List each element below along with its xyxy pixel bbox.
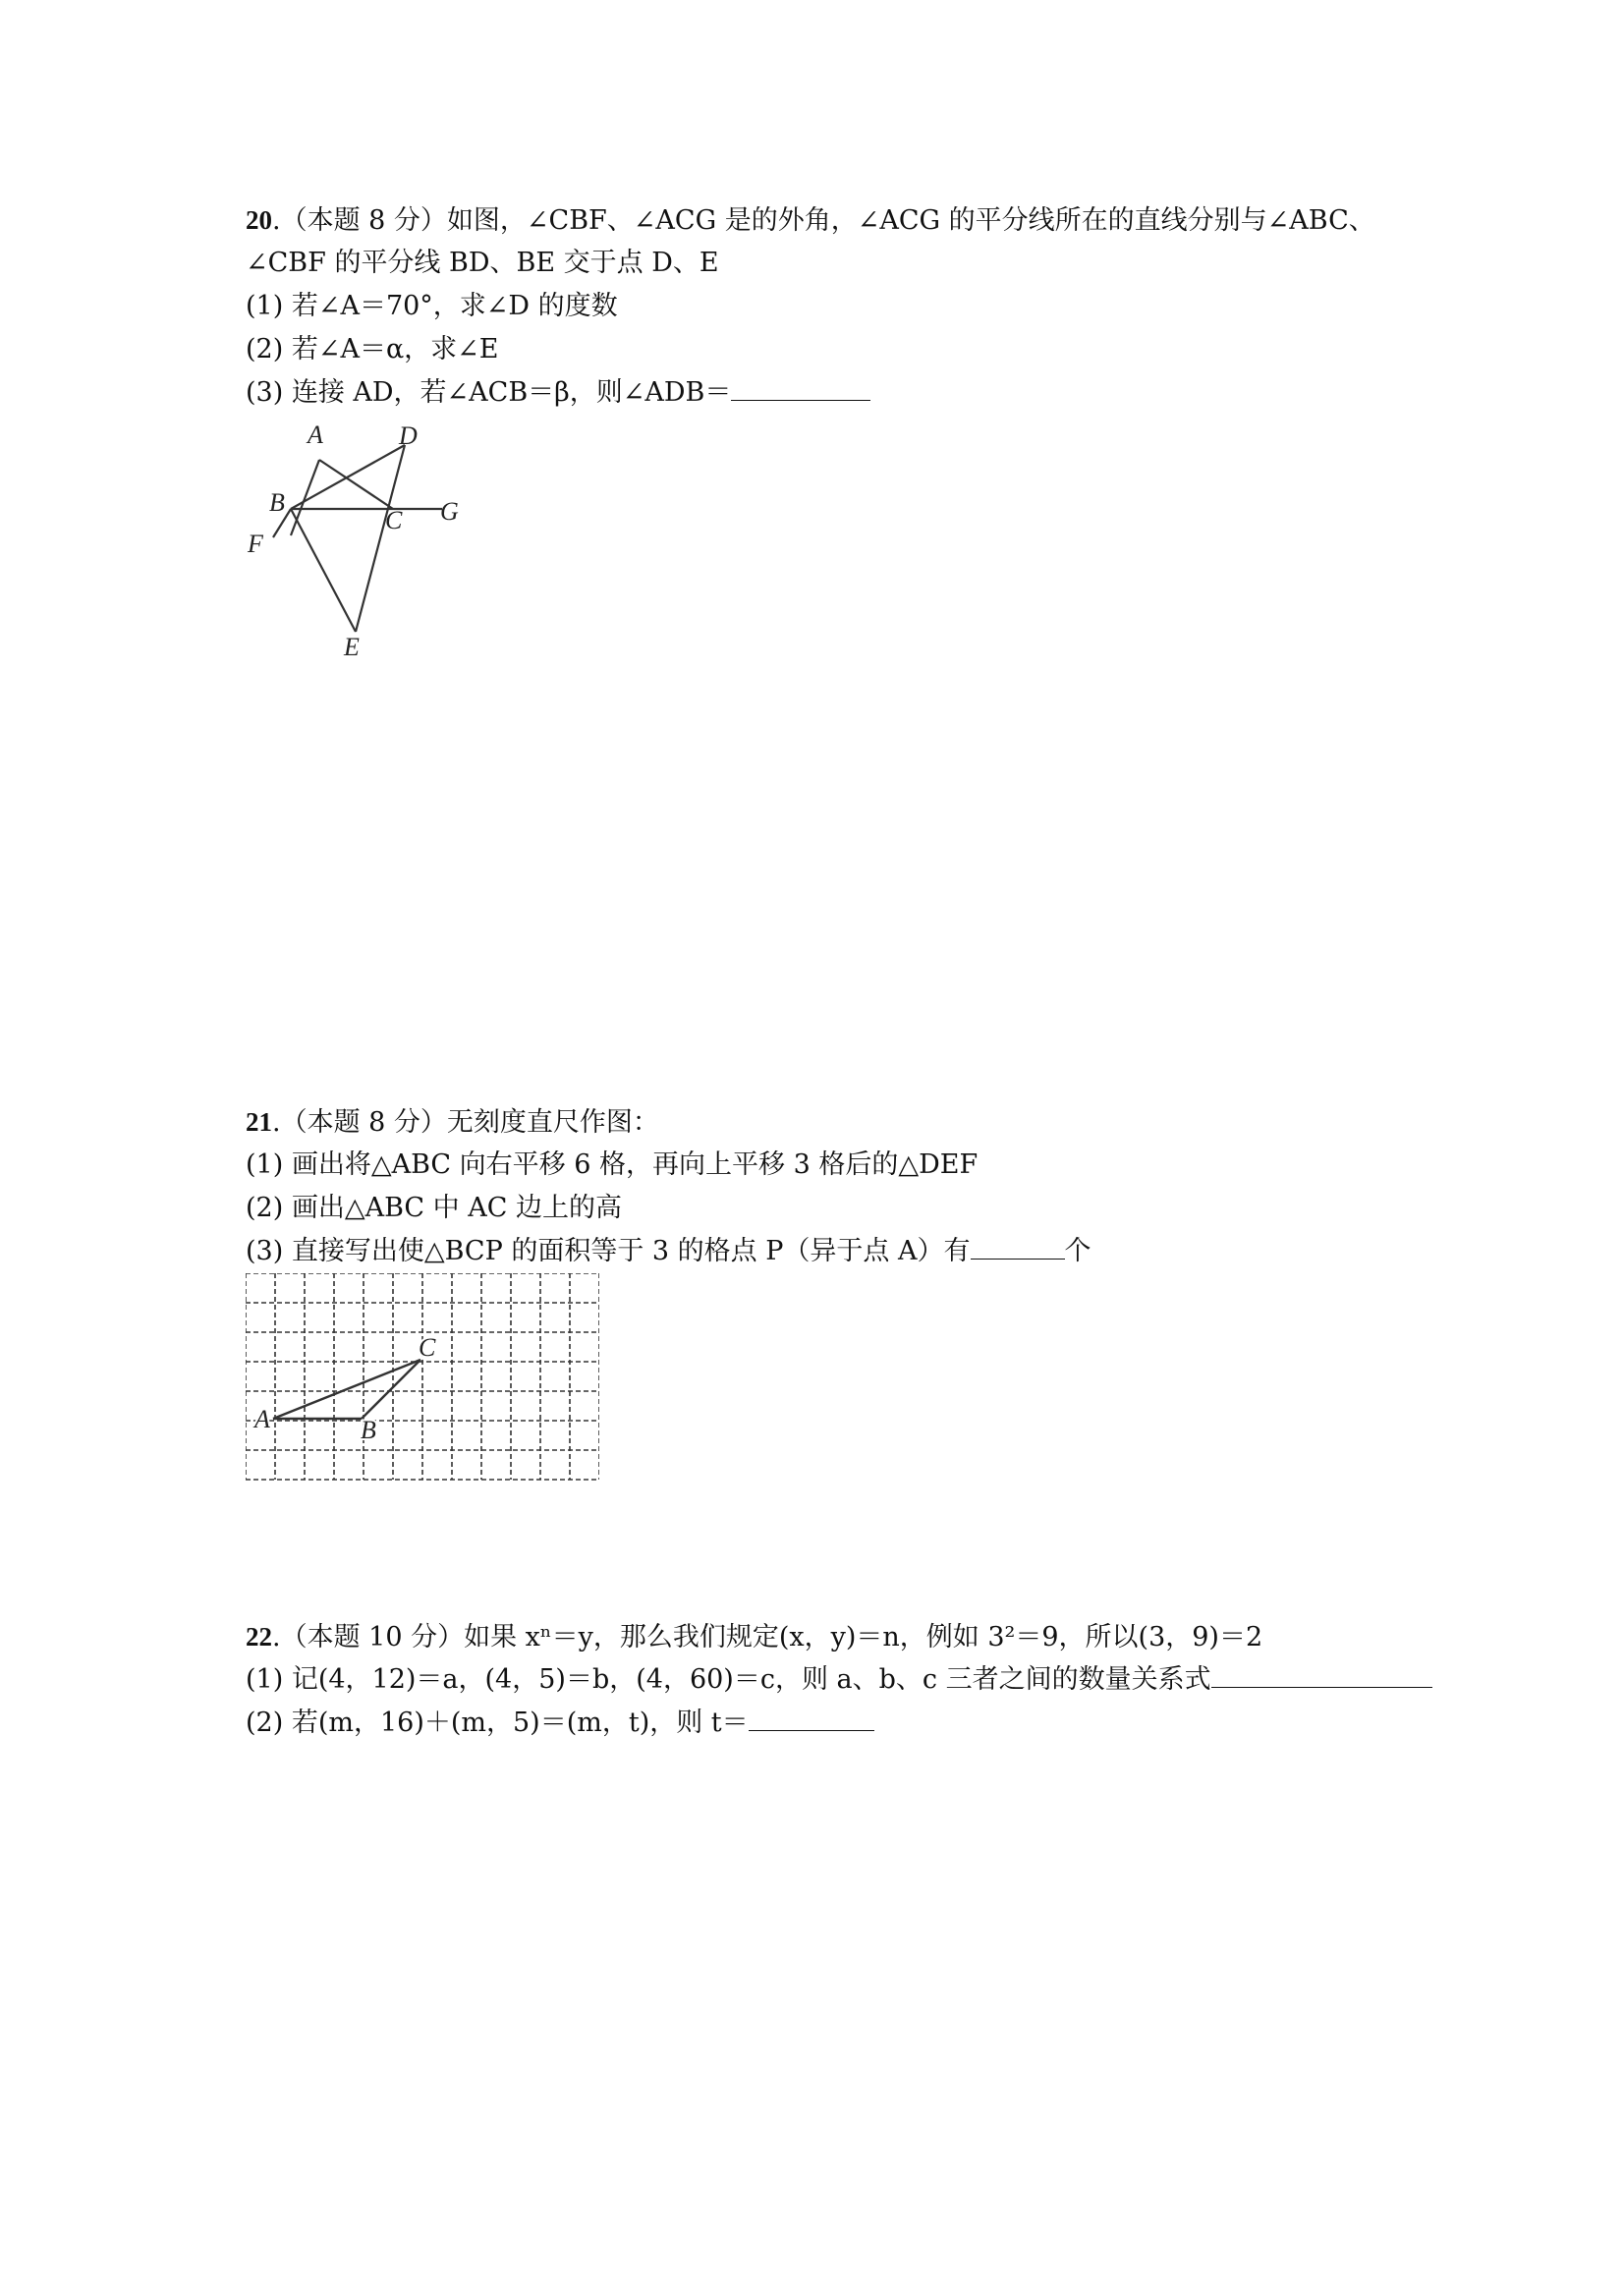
q20-answer-blank xyxy=(731,399,870,401)
q22-part2-answer-blank xyxy=(749,1729,874,1731)
q21-part3 xyxy=(246,1234,1091,1269)
q20-part3 xyxy=(246,375,870,411)
q20-label-a: A xyxy=(308,420,323,449)
q20-geometry-figure xyxy=(236,418,481,668)
q21-part1: (1) 画出将△ABC 向右平移 6 格，再向上平移 3 格后的△DEF xyxy=(246,1149,979,1180)
q20-segment-be xyxy=(291,509,356,632)
q22-part2 xyxy=(246,1706,874,1741)
q22-stem-text: .（本题 10 分）如果 xⁿ＝y，那么我们规定(x，y)＝n，例如 3²＝9，所以(3，9)＝2 xyxy=(272,1622,1263,1652)
q20-label-g: G xyxy=(440,497,459,526)
q22-part2-text: (2) 若(m，16)＋(m，5)＝(m，t)，则 t＝ xyxy=(246,1708,749,1738)
q20-segment-bd xyxy=(291,445,405,509)
q21-segment-ac xyxy=(273,1360,420,1419)
q21-stem-text: .（本题 8 分）无刻度直尺作图： xyxy=(272,1107,659,1138)
q20-part3-text: (3) 连接 AD，若∠ACB＝β，则∠ADB＝ xyxy=(246,377,732,408)
q20-label-f: F xyxy=(248,530,263,558)
q21-stem xyxy=(246,1104,659,1141)
q20-line-de xyxy=(356,445,405,632)
q20-segment-ac xyxy=(319,460,393,509)
q21-label-a: A xyxy=(254,1405,270,1433)
q20-segment-ab xyxy=(291,460,319,535)
q22-stem xyxy=(246,1619,1262,1655)
q20-number: 20 xyxy=(246,205,272,235)
q21-number: 21 xyxy=(246,1107,272,1137)
q20-part2: (2) 若∠A＝α，求∠E xyxy=(246,334,499,364)
q20-label-d: D xyxy=(399,421,418,450)
q22-part1-text: (1) 记(4，12)＝a，(4，5)＝b，(4，60)＝c，则 a、b、c 三者之间的数量关系式 xyxy=(246,1664,1211,1695)
q22-part1-answer-blank xyxy=(1211,1686,1432,1688)
q21-label-c: C xyxy=(419,1333,436,1362)
q22-part1 xyxy=(246,1662,1432,1698)
q21-part3-suffix: 个 xyxy=(1064,1236,1091,1266)
q20-part1: (1) 若∠A＝70°，求∠D 的度数 xyxy=(246,291,618,321)
q21-part3-text: (3) 直接写出使△BCP 的面积等于 3 的格点 P（异于点 A）有 xyxy=(246,1236,971,1266)
q21-part2: (2) 画出△ABC 中 AC 边上的高 xyxy=(246,1193,622,1223)
q21-grid-figure xyxy=(246,1273,599,1484)
q20-stem-line2: ∠CBF 的平分线 BD、BE 交于点 D、E xyxy=(246,248,719,278)
q20-stem-text: .（本题 8 分）如图，∠CBF、∠ACG 是的外角，∠ACG 的平分线所在的直线分别与∠ABC、 xyxy=(272,205,1375,236)
q21-label-b: B xyxy=(361,1416,376,1444)
q21-answer-blank xyxy=(971,1258,1065,1260)
q20-label-b: B xyxy=(269,488,285,517)
q21-segment-bc xyxy=(362,1360,420,1419)
q20-label-c: C xyxy=(385,506,403,534)
q22-number: 22 xyxy=(246,1622,272,1652)
q20-stem-line1 xyxy=(246,202,1375,239)
q20-label-e: E xyxy=(344,633,360,661)
q21-dashed-grid xyxy=(246,1273,599,1480)
